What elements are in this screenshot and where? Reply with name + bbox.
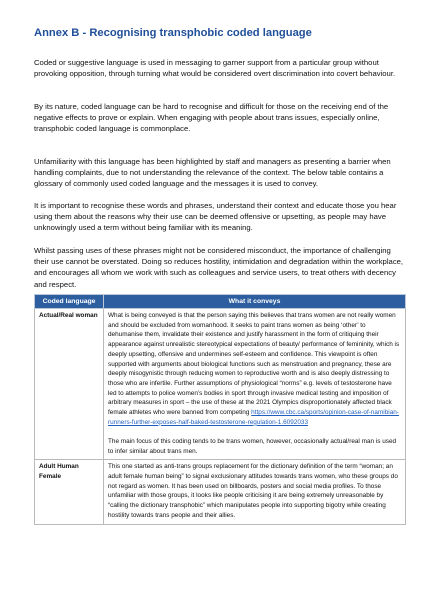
meaning-cell xyxy=(104,460,406,524)
challenging-use-paragraph: Whilst passing uses of these phrases might not be considered misconduct, the importance of challenging their use cannot be overstated. Doing so reduces hostility, intimidation and degradation within the workplace, and encourages all whom we work with such as colleagues and service users, to treat others with decency and respect. xyxy=(34,246,404,289)
unfamiliarity-paragraph: Unfamiliarity with this language has been highlighted by staff and managers as presenting a barrier when handling complaints, due to not understanding the relevance of the context. The below table contains a glossary of commonly used coded language and the messages it is used to convey. xyxy=(34,157,391,189)
table-row xyxy=(35,460,406,524)
meaning-cell xyxy=(104,309,406,460)
meaning-text xyxy=(108,311,401,427)
olympics-article-link[interactable]: https://www.cbc.ca/sports/opinion-case-of-namibian-runners-further-exposes-half-baked-testosterone-regulation-1.6092033 xyxy=(108,409,399,426)
header-coded-language: Coded language xyxy=(35,295,104,309)
importance-paragraph: It is important to recognise these words and phrases, understand their context and educate those you hear using them about the reasons why their use can be deemed offensive or upsetting, as people may have unknowingly used a term without being familiar with its meaning. xyxy=(34,201,397,233)
term-cell: Adult Human Female xyxy=(35,460,104,524)
meaning-text: This one started as anti-trans groups replacement for the dictionary definition of the term “woman; an adult female human being” to signal exclusionary attitudes towards trans women, who these groups do not regard as women. It has been used on billboards, posters and social media profiles. To those unfamiliar with those groups, it looks like people criticising it are being extremely unreasonable by “calling the dictionary transphobic” which manipulates people into supporting bigotry while creating hostility towards trans people and their allies. xyxy=(108,463,398,519)
coded-language-nature-paragraph: By its nature, coded language can be hard to recognise and difficult for those on the receiving end of the negative effects to prove or explain. When engaging with people about trans issues, especially online, transphobic coded language is commonplace. xyxy=(34,102,389,134)
intro-paragraph: Coded or suggestive language is used in messaging to garner support from a particular group without provoking opposition, through turning what would be considered overt discrimination into covert behaviour. xyxy=(34,58,396,79)
page-title: Annex B - Recognising transphobic coded language xyxy=(34,27,312,39)
term-cell: Actual/Real woman xyxy=(35,309,104,460)
table-row xyxy=(35,309,406,460)
meaning-note: The main focus of this coding tends to be trans women, however, occasionally actual/real man is used to infer similar about trans men. xyxy=(108,437,397,455)
glossary-table xyxy=(34,294,406,525)
meaning-text-body: What is being conveyed is that the person saying this believes that trans women are not really women and should be excluded from womanhood. It seeks to paint trans women as being ‘other’ to dehumanise them, invalidate their existence and justify harassment in the form of critiquing their appearance against unrealistic stereotypical expectations of beauty/ performance of femininity, which is deeply upsetting, offensive and undermines self-esteem and confidence. This viewpoint is often supported with arguments about biological functions such as menstruation and pregnancy, these are deeply misogynistic through reducing women to reproductive worth and is also deeply distressing to those who are infertile. Further assumptions of physiological “norms” e.g. levels of testosterone have led to attempts to police women’s bodies in sport through invasive medical testing and imposition of arbitrary measures in sport – the use of these at the 2021 Olympics disproportionately affected black female athletes who were banned from competing xyxy=(108,312,400,417)
paragraph-gap xyxy=(108,427,401,437)
table-header-row xyxy=(35,295,406,309)
header-what-it-conveys: What it conveys xyxy=(104,295,406,309)
